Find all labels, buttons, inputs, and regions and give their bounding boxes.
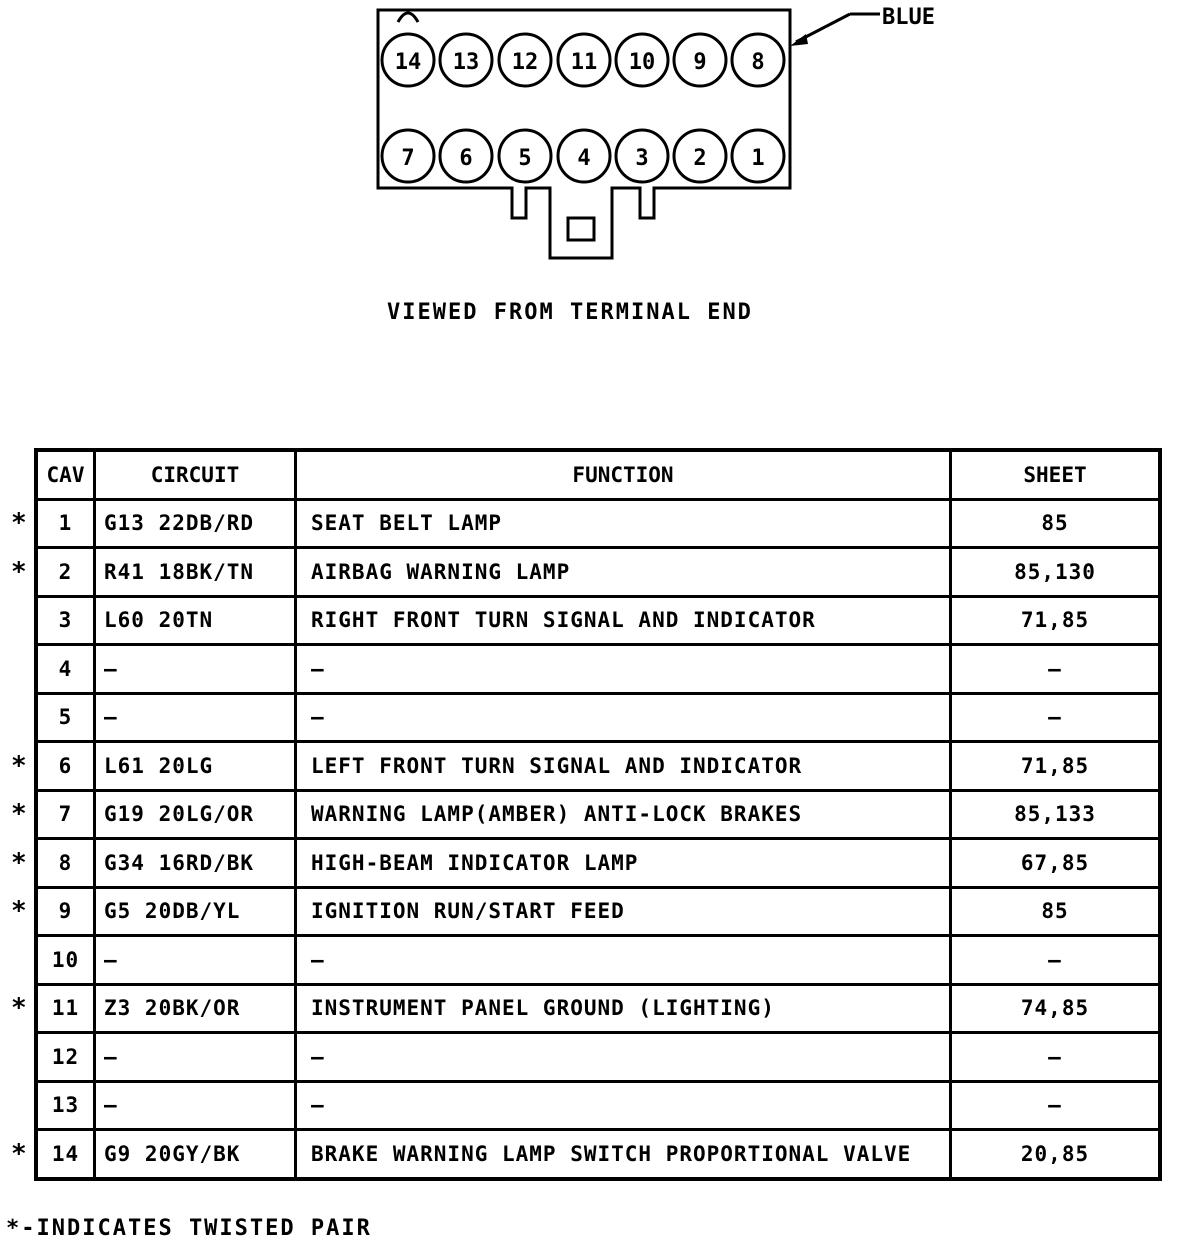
cell-circuit: G19 20LG/OR [95,790,296,839]
pin-4-label: 4 [577,146,591,171]
cav-cell-wrap [38,948,93,972]
cav-cell-wrap [11,508,93,539]
twisted-pair-marker: * [11,556,28,587]
twisted-pair-marker: * [11,750,28,781]
cell-sheet: — [951,936,1161,985]
cav-cell-wrap [11,847,93,878]
cell-function: — [296,645,951,694]
table-row [36,887,1160,936]
table-row [36,645,1160,694]
cell-circuit: L60 20TN [95,596,296,645]
pin-8-label: 8 [751,50,765,75]
top-pin-row [382,34,784,86]
header-cav: CAV [36,450,95,499]
cell-sheet: 85 [951,499,1161,548]
header-circuit: CIRCUIT [95,450,296,499]
cav-number: 5 [58,705,73,730]
cell-circuit: G5 20DB/YL [95,887,296,936]
table-row [36,839,1160,888]
cell-function: BRAKE WARNING LAMP SWITCH PROPORTIONAL VALVE [296,1130,951,1179]
cell-function: RIGHT FRONT TURN SIGNAL AND INDICATOR [296,596,951,645]
pin-1-label: 1 [751,146,765,171]
pinout-table [11,448,1162,1181]
cav-number: 9 [58,899,73,924]
cav-cell-wrap [11,750,93,781]
twisted-pair-marker: * [11,993,28,1024]
header-function: FUNCTION [296,450,951,499]
twisted-pair-note: *-INDICATES TWISTED PAIR [6,1216,372,1241]
cav-number: 2 [58,559,73,584]
latch-notch [568,218,594,240]
table-row [36,596,1160,645]
cell-sheet: 74,85 [951,984,1161,1033]
table-row [36,1033,1160,1082]
cell-function: IGNITION RUN/START FEED [296,887,951,936]
cav-cell-wrap [38,1045,93,1069]
cell-function: SEAT BELT LAMP [296,499,951,548]
table-row [36,1130,1160,1179]
cell-cav [11,499,95,548]
cell-cav [11,548,95,597]
cell-sheet: — [951,693,1161,742]
cell-function: INSTRUMENT PANEL GROUND (LIGHTING) [296,984,951,1033]
cav-number: 11 [51,996,80,1021]
twisted-pair-marker: * [11,847,28,878]
cell-circuit: — [95,1081,296,1130]
view-caption: VIEWED FROM TERMINAL END [387,300,753,325]
header-sheet: SHEET [951,450,1161,499]
cav-number: 13 [51,1093,80,1118]
cell-cav [11,887,95,936]
cav-cell-wrap [11,556,93,587]
cav-number: 7 [58,802,73,827]
cell-sheet: 85,130 [951,548,1161,597]
pin-13-label: 13 [452,50,480,75]
cav-number: 4 [58,656,73,681]
cell-cav [36,645,95,694]
cell-circuit: R41 18BK/TN [95,548,296,597]
cell-function: — [296,1081,951,1130]
connector-body [378,10,790,258]
cell-cav [36,693,95,742]
cav-number: 8 [58,850,73,875]
cell-function: HIGH-BEAM INDICATOR LAMP [296,839,951,888]
cav-number: 6 [58,753,73,778]
cav-number: 12 [51,1044,80,1069]
cell-cav [36,936,95,985]
cell-function: AIRBAG WARNING LAMP [296,548,951,597]
cav-number: 3 [58,608,73,633]
cell-sheet: 71,85 [951,742,1161,791]
pin-6-label: 6 [459,146,473,171]
cell-sheet: 67,85 [951,839,1161,888]
cell-sheet: 20,85 [951,1130,1161,1179]
cav-cell-wrap [11,896,93,927]
table-row [36,936,1160,985]
twisted-pair-marker: * [11,896,28,927]
twisted-pair-marker: * [11,1138,28,1169]
pin-11-label: 11 [570,50,598,75]
cell-circuit: L61 20LG [95,742,296,791]
twisted-pair-marker: * [11,799,28,830]
cell-cav [11,790,95,839]
color-label: BLUE [882,5,935,30]
cell-circuit: — [95,693,296,742]
cell-circuit: G13 22DB/RD [95,499,296,548]
cell-cav [36,596,95,645]
cell-cav [36,1081,95,1130]
cell-function: — [296,1033,951,1082]
cell-circuit: — [95,645,296,694]
pin-3-label: 3 [635,146,649,171]
cell-circuit: — [95,936,296,985]
header-row [36,450,1160,499]
pin-14-label: 14 [394,50,422,75]
cell-sheet: — [951,1081,1161,1130]
cav-cell-wrap [11,1138,93,1169]
pin-12-label: 12 [511,50,539,75]
cav-cell-wrap [11,799,93,830]
cell-circuit: Z3 20BK/OR [95,984,296,1033]
table-row [36,499,1160,548]
table-row [36,742,1160,791]
cav-cell-wrap [38,705,93,729]
twisted-pair-marker: * [11,508,28,539]
cell-cav [11,984,95,1033]
cell-function: — [296,693,951,742]
cell-cav [11,839,95,888]
cav-number: 1 [58,511,73,536]
cell-sheet: 71,85 [951,596,1161,645]
cav-cell-wrap [38,657,93,681]
cav-number: 10 [51,947,80,972]
table-row [36,984,1160,1033]
cav-cell-wrap [38,1093,93,1117]
cell-function: LEFT FRONT TURN SIGNAL AND INDICATOR [296,742,951,791]
pin-9-label: 9 [693,50,707,75]
table-row [36,548,1160,597]
cell-cav [11,742,95,791]
connector-diagram [0,0,1184,290]
pin-2-label: 2 [693,146,707,171]
cell-circuit: G9 20GY/BK [95,1130,296,1179]
key-bump [398,13,418,22]
cell-sheet: 85,133 [951,790,1161,839]
cell-sheet: — [951,645,1161,694]
table-row [36,693,1160,742]
cell-cav [11,1130,95,1179]
pin-5-label: 5 [518,146,532,171]
cell-circuit: — [95,1033,296,1082]
cell-sheet: — [951,1033,1161,1082]
pin-7-label: 7 [401,146,415,171]
cell-function: WARNING LAMP(AMBER) ANTI-LOCK BRAKES [296,790,951,839]
pin-10-label: 10 [628,50,656,75]
cav-cell-wrap [11,993,93,1024]
table-row [36,1081,1160,1130]
bottom-pin-row [382,130,784,182]
cell-function: — [296,936,951,985]
cav-cell-wrap [38,608,93,632]
arrow-head [790,34,808,46]
cell-cav [36,1033,95,1082]
cell-circuit: G34 16RD/BK [95,839,296,888]
cell-sheet: 85 [951,887,1161,936]
cav-number: 14 [51,1141,80,1166]
table-row [36,790,1160,839]
